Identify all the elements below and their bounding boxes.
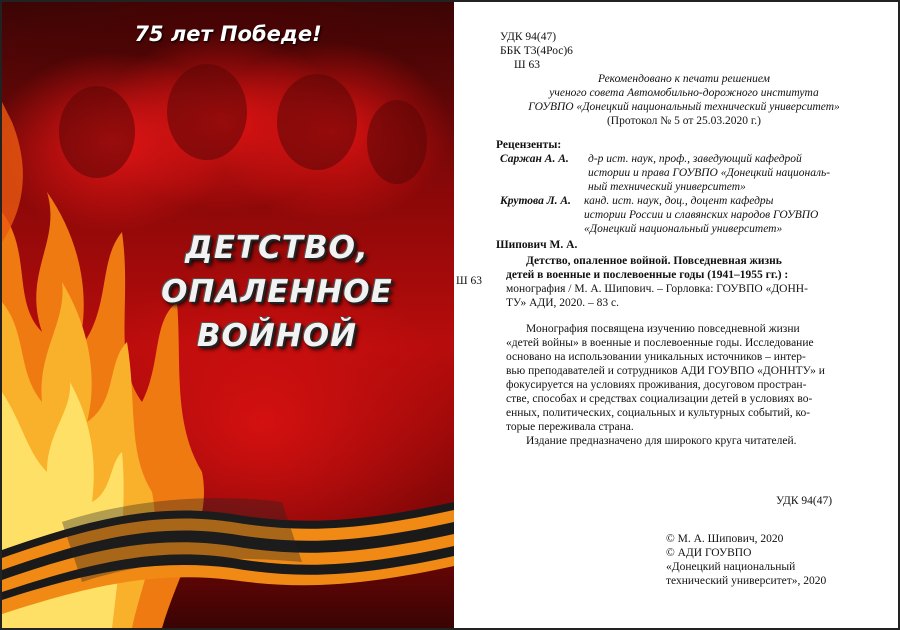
reviewer-credentials: д-р ист. наук, проф., заведующий кафедрой — [588, 153, 802, 165]
book-imprint-line: монография / М. А. Шипович. – Горловка: ГОУВПО «ДОНН- — [506, 283, 808, 295]
bbk-code: ББК Т3(4Рос)6 — [500, 45, 573, 57]
abstract-line: «детей войны» в военные и послевоенные годы. Исследование — [506, 337, 814, 349]
reviewer-credentials: канд. ист. наук, доц., доцент кафедры — [584, 195, 774, 207]
cover-title — [107, 226, 447, 358]
copyright-line: © АДИ ГОУВПО — [666, 547, 752, 559]
copyright-line: © М. А. Шипович, 2020 — [666, 533, 784, 545]
book-title-line: детей в военные и послевоенные годы (1941–1955 гг.) : — [506, 269, 789, 281]
abstract-line: енных, политических, социальных и культурных событий, ко- — [506, 407, 811, 419]
abstract-line: основано на использовании уникальных источников – интер- — [506, 351, 806, 363]
reviewer-credentials: истории и права ГОУВПО «Донецкий националь- — [588, 167, 831, 179]
reviewer-name: Крутова Л. А. — [500, 195, 571, 207]
reviewers-heading: Рецензенты: — [496, 139, 562, 151]
cover-title-line: ОПАЛЕННОЕ — [161, 274, 393, 310]
cover-title-line: ВОЙНОЙ — [196, 318, 358, 354]
reviewer-credentials: «Донецкий национальный университет» — [584, 223, 783, 235]
udk-code: УДК 94(47) — [500, 31, 557, 43]
audience-note: Издание предназначено для широкого круга читателей. — [526, 435, 797, 447]
abstract-line: Монография посвящена изучению повседневной жизни — [526, 323, 800, 335]
book-title-line: Детство, опаленное войной. Повседневная жизнь — [526, 255, 782, 267]
udk-bottom: УДК 94(47) — [776, 495, 833, 507]
soldier-silhouettes — [59, 64, 427, 184]
abstract-line: вью преподавателей и сотрудников АДИ ГОУВПО «ДОННТУ» и — [506, 365, 825, 377]
reviewer-credentials: истории России и славянских народов ГОУВПО — [584, 209, 819, 221]
abstract-line: торые переживала страна. — [506, 421, 634, 433]
reviewer-name: Саржан А. А. — [500, 153, 569, 165]
colophon-page — [454, 2, 898, 628]
cover-title-line: ДЕТСТВО, — [185, 230, 369, 266]
abstract-line: фокусируется на условиях проживания, досуговом простран- — [506, 379, 807, 391]
protocol-line: (Протокол № 5 от 25.03.2020 г.) — [606, 115, 762, 127]
recommendation-line: Рекомендовано к печати решением — [597, 73, 771, 85]
copyright-line: «Донецкий национальный — [666, 561, 796, 573]
author-name: Шипович М. А. — [496, 239, 578, 251]
author-sign: Ш 63 — [514, 59, 540, 71]
reviewer-credentials: ный технический университет» — [588, 181, 746, 193]
recommendation-line: ГОУВПО «Донецкий национальный технический университет» — [528, 101, 840, 113]
book-cover — [2, 2, 454, 628]
abstract-line: стве, способах и средствах социализации детей в условиях во- — [506, 393, 813, 405]
copyright-line: технический университет», 2020 — [666, 575, 827, 587]
margin-sign: Ш 63 — [456, 275, 482, 287]
book-imprint-line: ТУ» АДИ, 2020. – 83 с. — [506, 297, 620, 309]
cover-anniversary-text: 75 лет Победе! — [134, 22, 322, 46]
recommendation-line: ученого совета Автомобильно-дорожного института — [549, 87, 819, 99]
